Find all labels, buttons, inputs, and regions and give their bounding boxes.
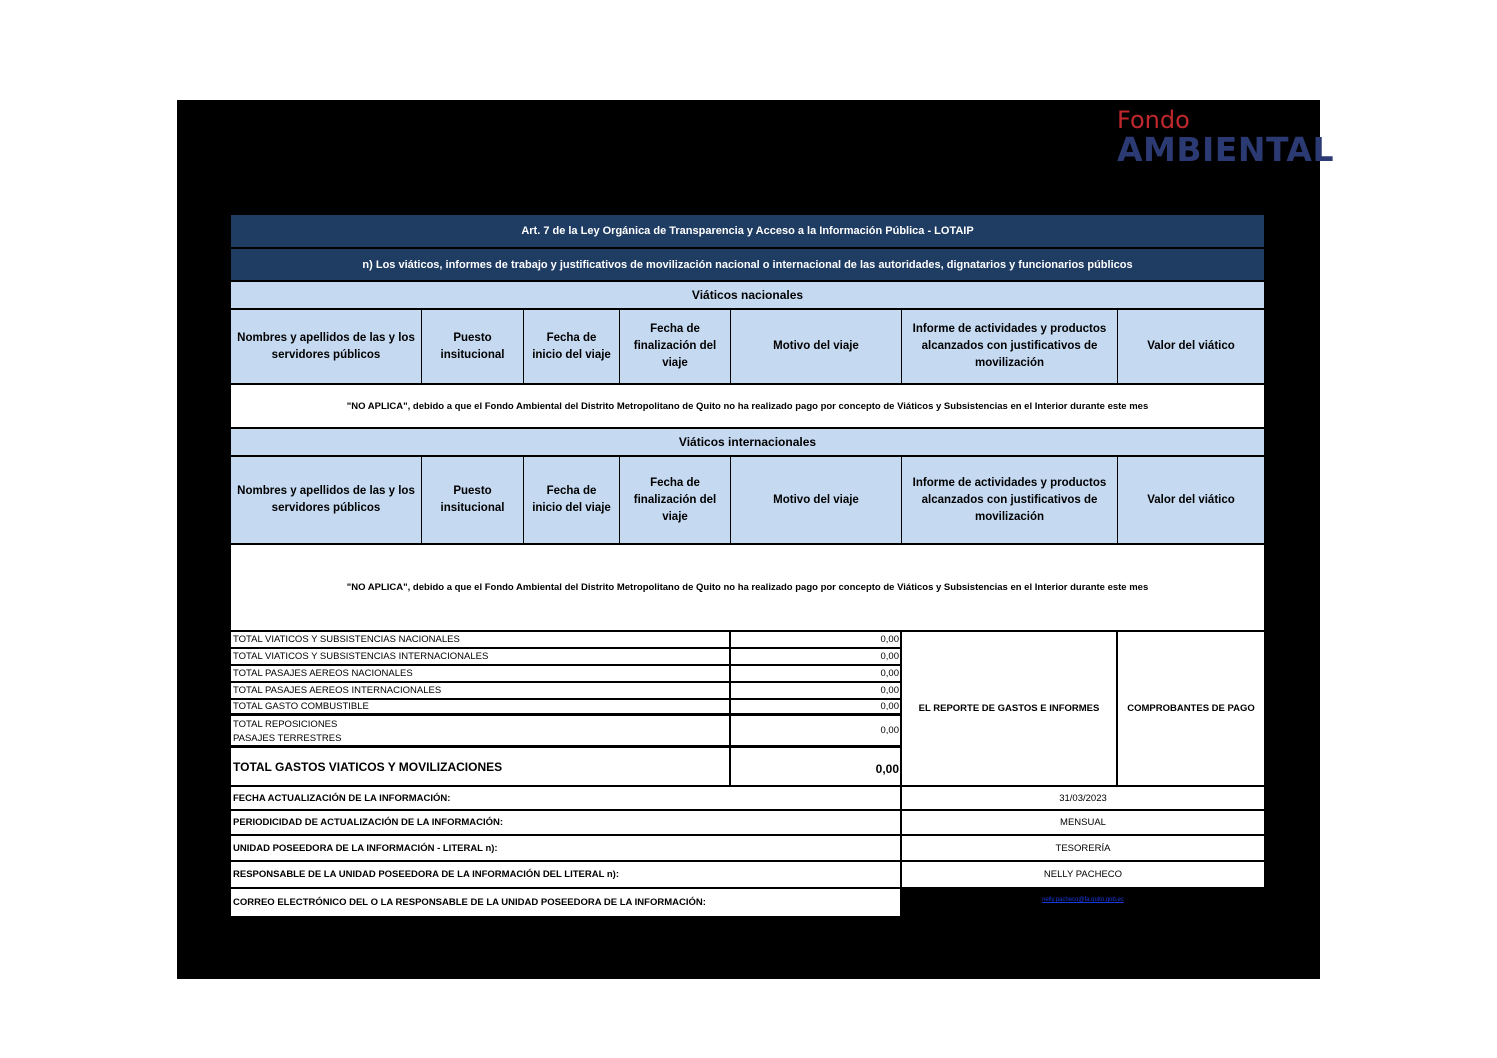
internacionales-heading: Viáticos internacionales <box>231 429 1264 455</box>
total-label: TOTAL PASAJES AEREOS NACIONALES <box>231 666 729 682</box>
total-value: 0,00 <box>731 716 900 746</box>
col-informe: Informe de actividades y productos alcanzados con justificativos de movilización <box>902 457 1118 543</box>
total-value: 0,00 <box>731 649 900 665</box>
total-label: TOTAL REPOSICIONES PASAJES TERRESTRES <box>231 716 729 746</box>
logo-line-1: Fondo <box>1117 106 1190 134</box>
col-valor: Valor del viático <box>1118 310 1264 383</box>
col-fecha-inicio: Fecha de inicio del viaje <box>524 457 620 543</box>
nacionales-header-row <box>231 310 1264 383</box>
report-box: EL REPORTE DE GASTOS E INFORMES <box>902 632 1116 785</box>
info-value: TESORERÍA <box>902 836 1264 860</box>
email-link[interactable]: nelly.pacheco@fa.quito.gob.ec <box>1042 897 1124 903</box>
col-fecha-fin: Fecha de finalización del viaje <box>620 457 731 543</box>
receipts-box: COMPROBANTES DE PAGO <box>1118 632 1264 785</box>
col-fecha-fin: Fecha de finalización del viaje <box>620 310 731 383</box>
nacionales-note: "NO APLICA", debido a que el Fondo Ambiental del Distrito Metropolitano de Quito no ha realizado pago por concepto de Viáticos y Subsistencias en el Interior durante este mes <box>231 385 1264 427</box>
info-value: 31/03/2023 <box>902 787 1264 809</box>
total-value: 0,00 <box>731 632 900 648</box>
total-label: TOTAL VIATICOS Y SUBSISTENCIAS INTERNACIONALES <box>231 649 729 665</box>
total-value: 0,00 <box>731 700 900 714</box>
internacionales-header-row <box>231 457 1264 543</box>
col-nombres: Nombres y apellidos de las y los servidores públicos <box>231 310 422 383</box>
col-valor: Valor del viático <box>1118 457 1264 543</box>
logo-line-2: AMBIENTAL <box>1117 130 1334 169</box>
grand-total-value: 0,00 <box>731 748 900 785</box>
col-informe: Informe de actividades y productos alcanzados con justificativos de movilización <box>902 310 1118 383</box>
col-nombres: Nombres y apellidos de las y los servidores públicos <box>231 457 422 543</box>
info-value: NELLY PACHECO <box>902 862 1264 887</box>
col-fecha-inicio: Fecha de inicio del viaje <box>524 310 620 383</box>
info-label: RESPONSABLE DE LA UNIDAD POSEEDORA DE LA INFORMACIÓN DEL LITERAL n): <box>231 862 900 887</box>
document-subtitle: n) Los viáticos, informes de trabajo y justificativos de movilización nacional o internacional de las autoridades, dignatarios y funcionarios públicos <box>231 249 1264 280</box>
col-puesto: Puesto insitucional <box>422 310 524 383</box>
info-label: FECHA ACTUALIZACIÓN DE LA INFORMACIÓN: <box>231 787 900 809</box>
internacionales-note: "NO APLICA", debido a que el Fondo Ambiental del Distrito Metropolitano de Quito no ha realizado pago por concepto de Viáticos y Subsistencias en el Interior durante este mes <box>231 545 1264 630</box>
total-label: TOTAL PASAJES AEREOS INTERNACIONALES <box>231 683 729 699</box>
grand-total-label: TOTAL GASTOS VIATICOS Y MOVILIZACIONES <box>231 748 729 785</box>
total-value: 0,00 <box>731 683 900 699</box>
col-puesto: Puesto insitucional <box>422 457 524 543</box>
info-value: MENSUAL <box>902 811 1264 834</box>
info-label: UNIDAD POSEEDORA DE LA INFORMACIÓN - LITERAL n): <box>231 836 900 860</box>
total-label: TOTAL GASTO COMBUSTIBLE <box>231 700 729 714</box>
email-cell <box>902 889 1264 916</box>
nacionales-heading: Viáticos nacionales <box>231 282 1264 308</box>
total-label: TOTAL VIATICOS Y SUBSISTENCIAS NACIONALES <box>231 632 729 648</box>
info-label: CORREO ELECTRÓNICO DEL O LA RESPONSABLE DE LA UNIDAD POSEEDORA DE LA INFORMACIÓN: <box>231 889 900 916</box>
fondo-ambiental-logo <box>1117 106 1334 169</box>
col-motivo: Motivo del viaje <box>731 457 902 543</box>
col-motivo: Motivo del viaje <box>731 310 902 383</box>
info-label: PERIODICIDAD DE ACTUALIZACIÓN DE LA INFORMACIÓN: <box>231 811 900 834</box>
total-value: 0,00 <box>731 666 900 682</box>
document-title: Art. 7 de la Ley Orgánica de Transparencia y Acceso a la Información Pública - LOTAIP <box>231 215 1264 247</box>
